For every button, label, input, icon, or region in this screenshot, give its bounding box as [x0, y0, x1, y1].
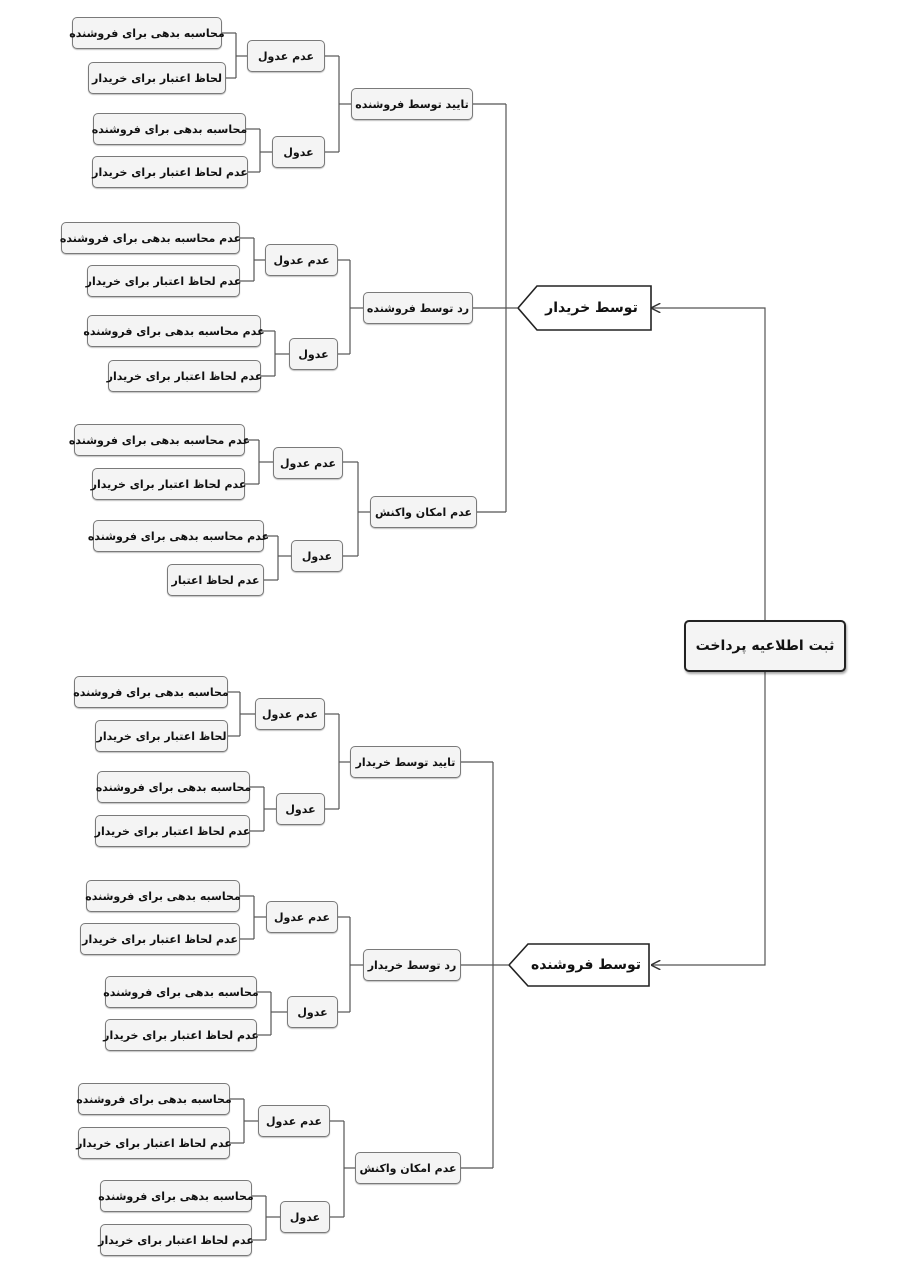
seller-no-response-deviation-item-2[interactable]: عدم لحاظ اعتبار برای خریدار [100, 1224, 252, 1256]
seller-no-response-node[interactable]: عدم امکان واکنش [355, 1152, 461, 1184]
buyer-approve-no-deviation-item-2[interactable]: لحاظ اعتبار برای خریدار [88, 62, 226, 94]
seller-no-response-no-deviation-item-1[interactable]: محاسبه بدهی برای فروشنده [78, 1083, 230, 1115]
buyer-node-label: توسط خریدار [545, 300, 638, 316]
buyer-no-response-deviation-item-2[interactable]: عدم لحاظ اعتبار [167, 564, 264, 596]
buyer-no-response-deviation[interactable]: عدول [291, 540, 343, 572]
seller-approve-deviation-item-1[interactable]: محاسبه بدهی برای فروشنده [97, 771, 250, 803]
seller-reject-no-deviation[interactable]: عدم عدول [266, 901, 338, 933]
seller-reject-node[interactable]: رد توسط خریدار [363, 949, 461, 981]
buyer-reject-no-deviation-item-2[interactable]: عدم لحاظ اعتبار برای خریدار [87, 265, 240, 297]
buyer-approve-deviation[interactable]: عدول [272, 136, 325, 168]
seller-node-label: توسط فروشنده [530, 957, 642, 973]
buyer-reject-deviation-item-1[interactable]: عدم محاسبه بدهی برای فروشنده [87, 315, 261, 347]
seller-approve-deviation[interactable]: عدول [276, 793, 325, 825]
seller-reject-deviation-item-2[interactable]: عدم لحاظ اعتبار برای خریدار [105, 1019, 257, 1051]
seller-reject-no-deviation-item-1[interactable]: محاسبه بدهی برای فروشنده [86, 880, 240, 912]
seller-reject-deviation-item-1[interactable]: محاسبه بدهی برای فروشنده [105, 976, 257, 1008]
root-node[interactable]: ثبت اطلاعیه پرداخت [684, 620, 846, 672]
buyer-approve-deviation-item-1[interactable]: محاسبه بدهی برای فروشنده [93, 113, 246, 145]
seller-no-response-deviation-item-1[interactable]: محاسبه بدهی برای فروشنده [100, 1180, 252, 1212]
buyer-approve-node[interactable]: تایید توسط فروشنده [351, 88, 473, 120]
buyer-no-response-no-deviation-item-2[interactable]: عدم لحاظ اعتبار برای خریدار [92, 468, 245, 500]
buyer-reject-no-deviation-item-1[interactable]: عدم محاسبه بدهی برای فروشنده [61, 222, 240, 254]
seller-reject-deviation[interactable]: عدول [287, 996, 338, 1028]
seller-approve-no-deviation[interactable]: عدم عدول [255, 698, 325, 730]
buyer-no-response-no-deviation-item-1[interactable]: عدم محاسبه بدهی برای فروشنده [74, 424, 245, 456]
seller-approve-no-deviation-item-1[interactable]: محاسبه بدهی برای فروشنده [74, 676, 228, 708]
seller-reject-no-deviation-item-2[interactable]: عدم لحاظ اعتبار برای خریدار [80, 923, 240, 955]
seller-approve-deviation-item-2[interactable]: عدم لحاظ اعتبار برای خریدار [95, 815, 250, 847]
buyer-reject-deviation-item-2[interactable]: عدم لحاظ اعتبار برای خریدار [108, 360, 261, 392]
buyer-no-response-no-deviation[interactable]: عدم عدول [273, 447, 343, 479]
buyer-node[interactable] [517, 285, 652, 331]
buyer-approve-no-deviation-item-1[interactable]: محاسبه بدهی برای فروشنده [72, 17, 222, 49]
buyer-approve-deviation-item-2[interactable]: عدم لحاظ اعتبار برای خریدار [92, 156, 248, 188]
buyer-reject-deviation[interactable]: عدول [289, 338, 338, 370]
buyer-no-response-deviation-item-1[interactable]: عدم محاسبه بدهی برای فروشنده [93, 520, 264, 552]
buyer-no-response-node[interactable]: عدم امکان واکنش [370, 496, 477, 528]
seller-approve-node[interactable]: تایید توسط خریدار [350, 746, 461, 778]
buyer-reject-node[interactable]: رد توسط فروشنده [363, 292, 473, 324]
buyer-reject-no-deviation[interactable]: عدم عدول [265, 244, 338, 276]
buyer-approve-no-deviation[interactable]: عدم عدول [247, 40, 325, 72]
seller-no-response-no-deviation-item-2[interactable]: عدم لحاظ اعتبار برای خریدار [78, 1127, 230, 1159]
seller-no-response-deviation[interactable]: عدول [280, 1201, 330, 1233]
seller-no-response-no-deviation[interactable]: عدم عدول [258, 1105, 330, 1137]
seller-approve-no-deviation-item-2[interactable]: لحاظ اعتبار برای خریدار [95, 720, 228, 752]
seller-node[interactable] [508, 943, 650, 987]
